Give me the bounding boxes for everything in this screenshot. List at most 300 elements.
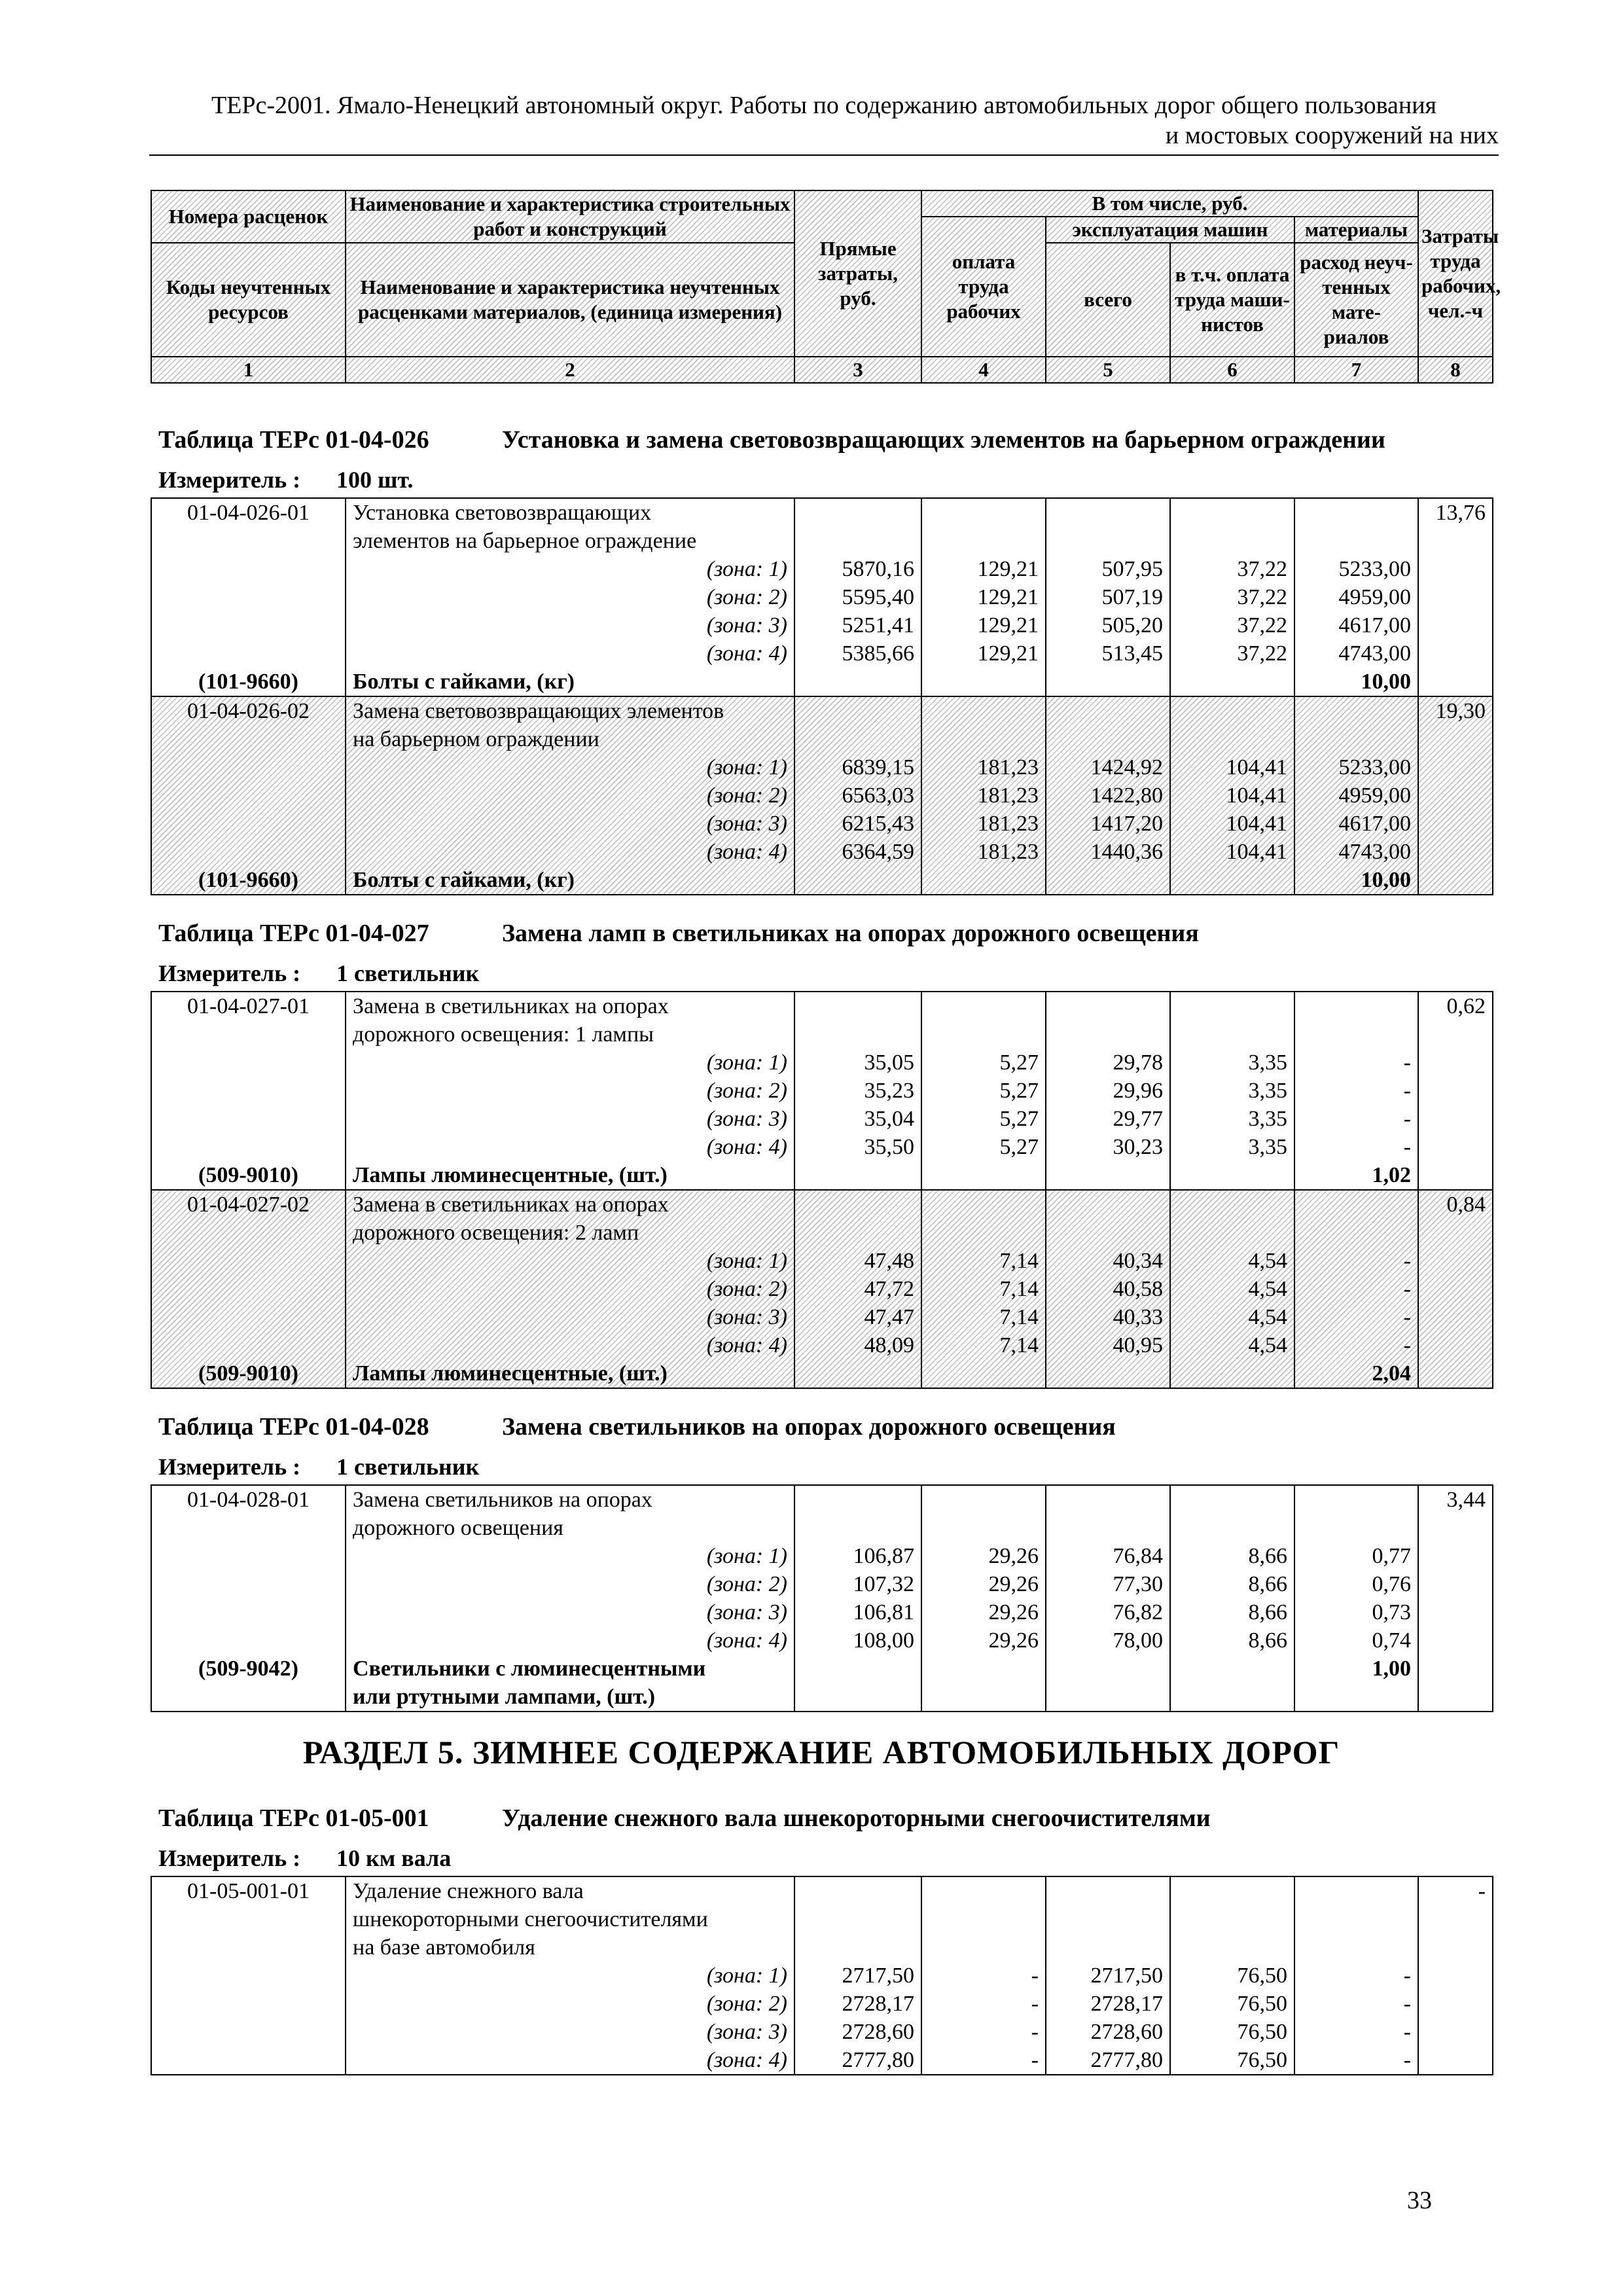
blank-line xyxy=(158,1105,338,1133)
resource-value: 10,00 xyxy=(1361,868,1411,892)
blank-line xyxy=(158,781,338,810)
blank-line xyxy=(158,1049,338,1077)
resource-name: Светильники с люминесцентными xyxy=(353,1657,706,1681)
value-c7: - xyxy=(1403,1135,1411,1159)
value-c4: 129,21 xyxy=(977,641,1039,666)
table-row xyxy=(151,992,1493,1190)
blank-line xyxy=(802,992,914,1020)
blank-line xyxy=(158,1133,338,1161)
blank-line xyxy=(1053,1933,1163,1962)
resource-value: 1,02 xyxy=(1372,1163,1411,1187)
table-name: Удаление снежного вала шнекороторными снегоочистителями xyxy=(502,1804,1211,1832)
labor-cost: 19,30 xyxy=(1435,699,1486,723)
blank-line xyxy=(1053,992,1163,1020)
blank-line xyxy=(802,1655,914,1683)
value-c7: 0,73 xyxy=(1372,1600,1411,1624)
zone-label: (зона: 1) xyxy=(706,755,787,780)
blank-line xyxy=(1302,1683,1411,1711)
zone-label: (зона: 4) xyxy=(706,2048,787,2072)
table-row xyxy=(151,1485,1493,1712)
blank-line xyxy=(158,555,338,583)
value-c5: 29,78 xyxy=(1113,1050,1163,1075)
blank-line xyxy=(158,1077,338,1105)
value-c7: - xyxy=(1403,1333,1411,1357)
rate-description: шнекороторными снегоочистителями xyxy=(353,1907,708,1931)
cell-col-6 xyxy=(1170,992,1294,1190)
value-c3: 6215,43 xyxy=(842,812,914,836)
zone-label: (зона: 3) xyxy=(706,2020,787,2044)
cell-col-7 xyxy=(1294,1876,1418,2075)
blank-line xyxy=(802,1933,914,1962)
rate-description: Замена световозвращающих элементов xyxy=(353,699,724,723)
col-6: в т.ч. оплата труда маши- нистов xyxy=(1170,243,1294,357)
value-c4: 5,27 xyxy=(999,1079,1039,1103)
blank-line xyxy=(158,1331,338,1359)
value-c4: 5,27 xyxy=(999,1107,1039,1131)
blank-line xyxy=(802,527,914,555)
blank-line xyxy=(1302,1219,1411,1247)
rate-code: 01-04-026-01 xyxy=(187,501,310,525)
blank-line xyxy=(158,1542,338,1570)
cell-col-1 xyxy=(151,1876,346,2075)
blank-line xyxy=(802,499,914,527)
zone-label: (зона: 4) xyxy=(706,1628,787,1653)
value-c6: 76,50 xyxy=(1237,1992,1287,2016)
value-c6: 104,41 xyxy=(1226,783,1287,808)
rate-description: Замена в светильниках на опорах xyxy=(353,1193,669,1217)
blank-line xyxy=(802,866,914,894)
blank-line xyxy=(1053,697,1163,725)
blank-line xyxy=(1302,1877,1411,1905)
cell-col-5 xyxy=(1046,1485,1170,1712)
blank-line xyxy=(1177,866,1287,894)
blank-line xyxy=(929,1020,1039,1049)
value-c6: 37,22 xyxy=(1237,557,1287,581)
value-c7: - xyxy=(1403,1050,1411,1075)
blank-line xyxy=(1177,1359,1287,1388)
rate-description: Замена в светильниках на опорах xyxy=(353,994,669,1018)
blank-line xyxy=(1177,499,1287,527)
cell-col-3 xyxy=(794,696,921,895)
blank-line xyxy=(1177,1486,1287,1514)
resource-value: 1,00 xyxy=(1372,1657,1411,1681)
blank-line xyxy=(1053,725,1163,753)
col-num-5: 5 xyxy=(1046,357,1170,383)
blank-line xyxy=(929,1161,1039,1189)
zone-label: (зона: 2) xyxy=(706,585,787,609)
cell-col-3 xyxy=(794,498,921,696)
cell-col-8 xyxy=(1418,498,1493,696)
value-c5: 2777,80 xyxy=(1090,2048,1163,2072)
blank-line xyxy=(1053,1486,1163,1514)
cell-col-5 xyxy=(1046,992,1170,1190)
cell-col-4 xyxy=(921,1876,1046,2075)
blank-line xyxy=(929,725,1039,753)
cell-col-3 xyxy=(794,1190,921,1388)
value-c4: 29,26 xyxy=(988,1544,1039,1568)
value-c7: - xyxy=(1403,1249,1411,1273)
col-num-7: 7 xyxy=(1294,357,1418,383)
value-c5: 1417,20 xyxy=(1090,812,1163,836)
blank-line xyxy=(929,1683,1039,1711)
value-c4: 181,23 xyxy=(977,812,1039,836)
resource-code: (509-9010) xyxy=(198,1163,298,1187)
rate-description: дорожного освещения: 1 лампы xyxy=(353,1022,654,1047)
rate-description: Замена светильников на опорах xyxy=(353,1488,652,1512)
blank-line xyxy=(1053,1877,1163,1905)
cell-col-1 xyxy=(151,498,346,696)
value-c5: 513,45 xyxy=(1101,641,1163,666)
col-2-bottom: Наименование и характеристика неучтенных расценками материалов, (единица измерения) xyxy=(346,243,794,357)
value-c3: 5870,16 xyxy=(842,557,914,581)
cell-col-5 xyxy=(1046,498,1170,696)
value-c4: 181,23 xyxy=(977,755,1039,780)
value-c4: 29,26 xyxy=(988,1572,1039,1596)
cell-col-1 xyxy=(151,1190,346,1388)
value-c3: 2728,17 xyxy=(842,1992,914,2016)
labor-cost: 13,76 xyxy=(1435,501,1486,525)
value-c4: 129,21 xyxy=(977,557,1039,581)
resource-value: 10,00 xyxy=(1361,670,1411,694)
value-c3: 5251,41 xyxy=(842,613,914,637)
value-c7: 4743,00 xyxy=(1338,641,1411,666)
labor-cost: - xyxy=(1478,1879,1486,1903)
value-c3: 108,00 xyxy=(853,1628,914,1653)
data-table xyxy=(151,1876,1493,2075)
value-c4: 181,23 xyxy=(977,783,1039,808)
cell-col-4 xyxy=(921,1485,1046,1712)
measure-label: Измеритель : xyxy=(158,1454,301,1480)
value-c4: 7,14 xyxy=(999,1305,1039,1329)
value-c6: 76,50 xyxy=(1237,1964,1287,1988)
value-c5: 2728,60 xyxy=(1090,2020,1163,2044)
rate-code: 01-04-027-02 xyxy=(187,1193,310,1217)
value-c6: 37,22 xyxy=(1237,585,1287,609)
value-c3: 35,50 xyxy=(864,1135,914,1159)
blank-line xyxy=(1302,1933,1411,1962)
table-measure xyxy=(158,1453,479,1480)
cell-col-7 xyxy=(1294,992,1418,1190)
labor-cost: 0,84 xyxy=(1446,1193,1486,1217)
value-c5: 40,34 xyxy=(1113,1249,1163,1273)
table-title xyxy=(158,1412,1116,1441)
cell-col-4 xyxy=(921,992,1046,1190)
cell-col-8 xyxy=(1418,696,1493,895)
col-3: Прямые затраты, руб. xyxy=(794,190,921,357)
data-table xyxy=(151,1484,1493,1712)
blank-line xyxy=(929,1219,1039,1247)
value-c7: - xyxy=(1403,1305,1411,1329)
cell-col-6 xyxy=(1170,1485,1294,1712)
value-c3: 5595,40 xyxy=(842,585,914,609)
section-title: РАЗДЕЛ 5. ЗИМНЕЕ СОДЕРЖАНИЕ АВТОМОБИЛЬНЫХ ДОРОГ xyxy=(302,1734,1340,1770)
blank-line xyxy=(1302,697,1411,725)
value-c5: 76,84 xyxy=(1113,1544,1163,1568)
resource-code: (101-9660) xyxy=(198,670,298,694)
blank-line xyxy=(929,866,1039,894)
value-c3: 2717,50 xyxy=(842,1964,914,1988)
header-rule xyxy=(149,154,1499,156)
blank-line xyxy=(929,1905,1039,1933)
blank-line xyxy=(929,992,1039,1020)
cell-col-3 xyxy=(794,1485,921,1712)
zone-label: (зона: 3) xyxy=(706,1107,787,1131)
blank-line xyxy=(802,1219,914,1247)
blank-line xyxy=(1177,1905,1287,1933)
header-line-2: и мостовых сооружений на них xyxy=(1165,122,1499,149)
col-1-bottom: Коды неучтенных ресурсов xyxy=(151,243,346,357)
value-c3: 107,32 xyxy=(853,1572,914,1596)
value-c5: 76,82 xyxy=(1113,1600,1163,1624)
value-c4: 5,27 xyxy=(999,1050,1039,1075)
resource-name: Болты с гайками, (кг) xyxy=(353,868,575,892)
blank-line xyxy=(158,1514,338,1542)
col-num-4: 4 xyxy=(921,357,1046,383)
value-c7: 4959,00 xyxy=(1338,783,1411,808)
blank-line xyxy=(1177,527,1287,555)
value-c7: 0,77 xyxy=(1372,1544,1411,1568)
zone-label: (зона: 1) xyxy=(706,1964,787,1988)
measure-label: Измеритель : xyxy=(158,1845,301,1871)
value-c6: 37,22 xyxy=(1237,613,1287,637)
col-incl: В том числе, руб. xyxy=(921,190,1418,217)
value-c5: 1422,80 xyxy=(1090,783,1163,808)
zone-label: (зона: 4) xyxy=(706,1333,787,1357)
value-c4: 181,23 xyxy=(977,840,1039,864)
cell-col-2 xyxy=(346,1485,794,1712)
col-num-3: 3 xyxy=(794,357,921,383)
blank-line xyxy=(802,1161,914,1189)
rate-code: 01-04-026-02 xyxy=(187,699,310,723)
rate-description: Установка световозвращающих xyxy=(353,501,652,525)
resource-code: (509-9010) xyxy=(198,1361,298,1386)
cell-col-8 xyxy=(1418,1876,1493,2075)
cell-col-6 xyxy=(1170,1876,1294,2075)
value-c3: 6364,59 xyxy=(842,840,914,864)
blank-line xyxy=(1302,527,1411,555)
value-c5: 1440,36 xyxy=(1090,840,1163,864)
blank-line xyxy=(1177,1020,1287,1049)
blank-line xyxy=(158,753,338,781)
value-c5: 40,33 xyxy=(1113,1305,1163,1329)
blank-line xyxy=(158,725,338,753)
cell-col-2 xyxy=(346,992,794,1190)
resource-code: (509-9042) xyxy=(198,1657,298,1681)
value-c7: 5233,00 xyxy=(1338,557,1411,581)
cell-col-5 xyxy=(1046,1190,1170,1388)
column-header-table xyxy=(151,190,1501,384)
blank-line xyxy=(929,1359,1039,1388)
blank-line xyxy=(1177,1161,1287,1189)
value-c5: 40,58 xyxy=(1113,1277,1163,1301)
value-c3: 106,87 xyxy=(853,1544,914,1568)
rate-code: 01-04-027-01 xyxy=(187,994,310,1018)
value-c3: 35,23 xyxy=(864,1079,914,1103)
zone-label: (зона: 1) xyxy=(706,1050,787,1075)
cell-col-4 xyxy=(921,498,1046,696)
cell-col-7 xyxy=(1294,696,1418,895)
blank-line xyxy=(158,1598,338,1626)
value-c7: - xyxy=(1403,1277,1411,1301)
blank-line xyxy=(1177,1191,1287,1219)
zone-label: (зона: 4) xyxy=(706,840,787,864)
blank-line xyxy=(158,1683,338,1711)
blank-line xyxy=(158,1303,338,1331)
labor-cost: 0,62 xyxy=(1446,994,1486,1018)
cell-col-8 xyxy=(1418,992,1493,1190)
table-title xyxy=(158,425,1385,454)
value-c6: 104,41 xyxy=(1226,755,1287,780)
blank-line xyxy=(158,527,338,555)
value-c5: 507,19 xyxy=(1101,585,1163,609)
value-c4: 29,26 xyxy=(988,1600,1039,1624)
value-c5: 77,30 xyxy=(1113,1572,1163,1596)
blank-line xyxy=(158,1570,338,1598)
table-name: Замена ламп в светильниках на опорах дорожного освещения xyxy=(502,920,1199,947)
blank-line xyxy=(1053,668,1163,696)
blank-line xyxy=(1177,1514,1287,1542)
value-c6: 3,35 xyxy=(1248,1135,1287,1159)
blank-line xyxy=(158,1020,338,1049)
header-line-1: ТЕРс-2001. Ямало-Ненецкий автономный округ. Работы по содержанию автомобильных дорог общего пользования xyxy=(211,92,1437,119)
value-c3: 5385,66 xyxy=(842,641,914,666)
value-c3: 47,47 xyxy=(864,1305,914,1329)
blank-line xyxy=(1053,1514,1163,1542)
col-7: расход неуч- тенных мате- риалов xyxy=(1294,243,1418,357)
value-c4: 29,26 xyxy=(988,1628,1039,1653)
cell-col-1 xyxy=(151,696,346,895)
col-machines: эксплуатация машин xyxy=(1046,217,1294,243)
blank-line xyxy=(1302,1486,1411,1514)
measure-label: Измеритель : xyxy=(158,467,301,493)
table-name: Замена светильников на опорах дорожного освещения xyxy=(502,1413,1116,1441)
col-num-1: 1 xyxy=(151,357,346,383)
value-c5: 30,23 xyxy=(1113,1135,1163,1159)
page-number: 33 xyxy=(1407,2187,1432,2214)
blank-line xyxy=(1302,1020,1411,1049)
value-c4: - xyxy=(1031,1964,1039,1988)
zone-label: (зона: 3) xyxy=(706,812,787,836)
blank-line xyxy=(158,1626,338,1655)
table-number: Таблица ТЕРс 01-05-001 xyxy=(158,1804,429,1832)
table-measure xyxy=(158,1844,451,1872)
value-c7: 5233,00 xyxy=(1338,755,1411,780)
cell-col-3 xyxy=(794,1876,921,2075)
measure-value: 10 км вала xyxy=(336,1845,452,1871)
cell-col-1 xyxy=(151,992,346,1190)
cell-col-5 xyxy=(1046,1876,1170,2075)
blank-line xyxy=(802,725,914,753)
col-num-2: 2 xyxy=(346,357,794,383)
zone-label: (зона: 2) xyxy=(706,1277,787,1301)
blank-line xyxy=(1053,1905,1163,1933)
cell-col-8 xyxy=(1418,1190,1493,1388)
rate-code: 01-04-028-01 xyxy=(187,1488,310,1512)
rate-description: дорожного освещения xyxy=(353,1516,563,1540)
value-c5: 2717,50 xyxy=(1090,1964,1163,1988)
value-c6: 76,50 xyxy=(1237,2020,1287,2044)
zone-label: (зона: 3) xyxy=(706,1305,787,1329)
value-c3: 2777,80 xyxy=(842,2048,914,2072)
value-c6: 3,35 xyxy=(1248,1107,1287,1131)
blank-line xyxy=(1177,697,1287,725)
blank-line xyxy=(1053,1191,1163,1219)
value-c4: 129,21 xyxy=(977,613,1039,637)
zone-label: (зона: 2) xyxy=(706,1572,787,1596)
data-table xyxy=(151,991,1493,1389)
blank-line xyxy=(1053,1161,1163,1189)
cell-col-7 xyxy=(1294,1485,1418,1712)
blank-line xyxy=(1177,725,1287,753)
table-measure xyxy=(158,960,479,987)
rate-description: дорожного освещения: 2 ламп xyxy=(353,1221,639,1245)
blank-line xyxy=(929,1514,1039,1542)
value-c3: 6839,15 xyxy=(842,755,914,780)
col-5: всего xyxy=(1046,243,1170,357)
cell-col-1 xyxy=(151,1485,346,1712)
rate-code: 01-05-001-01 xyxy=(187,1879,310,1903)
blank-line xyxy=(802,1683,914,1711)
blank-line xyxy=(1177,1933,1287,1962)
value-c7: - xyxy=(1403,1992,1411,2016)
blank-line xyxy=(929,1655,1039,1683)
measure-value: 100 шт. xyxy=(336,467,414,493)
table-title xyxy=(158,1804,1211,1833)
blank-line xyxy=(802,697,914,725)
cell-col-2 xyxy=(346,498,794,696)
col-materials: материалы xyxy=(1294,217,1418,243)
blank-line xyxy=(1177,1219,1287,1247)
table-row xyxy=(151,1190,1493,1388)
cell-col-2 xyxy=(346,1876,794,2075)
blank-line xyxy=(929,1191,1039,1219)
value-c6: 104,41 xyxy=(1226,812,1287,836)
page-header xyxy=(149,90,1499,151)
value-c6: 8,66 xyxy=(1248,1544,1287,1568)
cell-col-7 xyxy=(1294,1190,1418,1388)
cell-col-6 xyxy=(1170,498,1294,696)
blank-line xyxy=(802,1905,914,1933)
blank-line xyxy=(929,499,1039,527)
rate-description: элементов на барьерное ограждение xyxy=(353,529,697,553)
value-c3: 2728,60 xyxy=(842,2020,914,2044)
cell-col-5 xyxy=(1046,696,1170,895)
blank-line xyxy=(1053,1683,1163,1711)
blank-line xyxy=(1053,1359,1163,1388)
blank-line xyxy=(929,668,1039,696)
table-number: Таблица ТЕРс 01-04-026 xyxy=(158,426,429,454)
value-c3: 35,05 xyxy=(864,1050,914,1075)
value-c7: - xyxy=(1403,1107,1411,1131)
col-2-top: Наименование и характеристика строительных работ и конструкций xyxy=(346,190,794,243)
value-c5: 29,77 xyxy=(1113,1107,1163,1131)
value-c5: 40,95 xyxy=(1113,1333,1163,1357)
cell-col-6 xyxy=(1170,696,1294,895)
value-c7: 4617,00 xyxy=(1338,812,1411,836)
zone-label: (зона: 1) xyxy=(706,557,787,581)
resource-name: Лампы люминесцентные, (шт.) xyxy=(353,1163,668,1187)
blank-line xyxy=(1177,1683,1287,1711)
data-table xyxy=(151,497,1493,895)
cell-col-4 xyxy=(921,1190,1046,1388)
value-c7: 0,74 xyxy=(1372,1628,1411,1653)
value-c5: 29,96 xyxy=(1113,1079,1163,1103)
zone-label: (зона: 4) xyxy=(706,641,787,666)
value-c4: 7,14 xyxy=(999,1333,1039,1357)
cell-col-2 xyxy=(346,1190,794,1388)
value-c7: 4959,00 xyxy=(1338,585,1411,609)
zone-label: (зона: 2) xyxy=(706,783,787,808)
